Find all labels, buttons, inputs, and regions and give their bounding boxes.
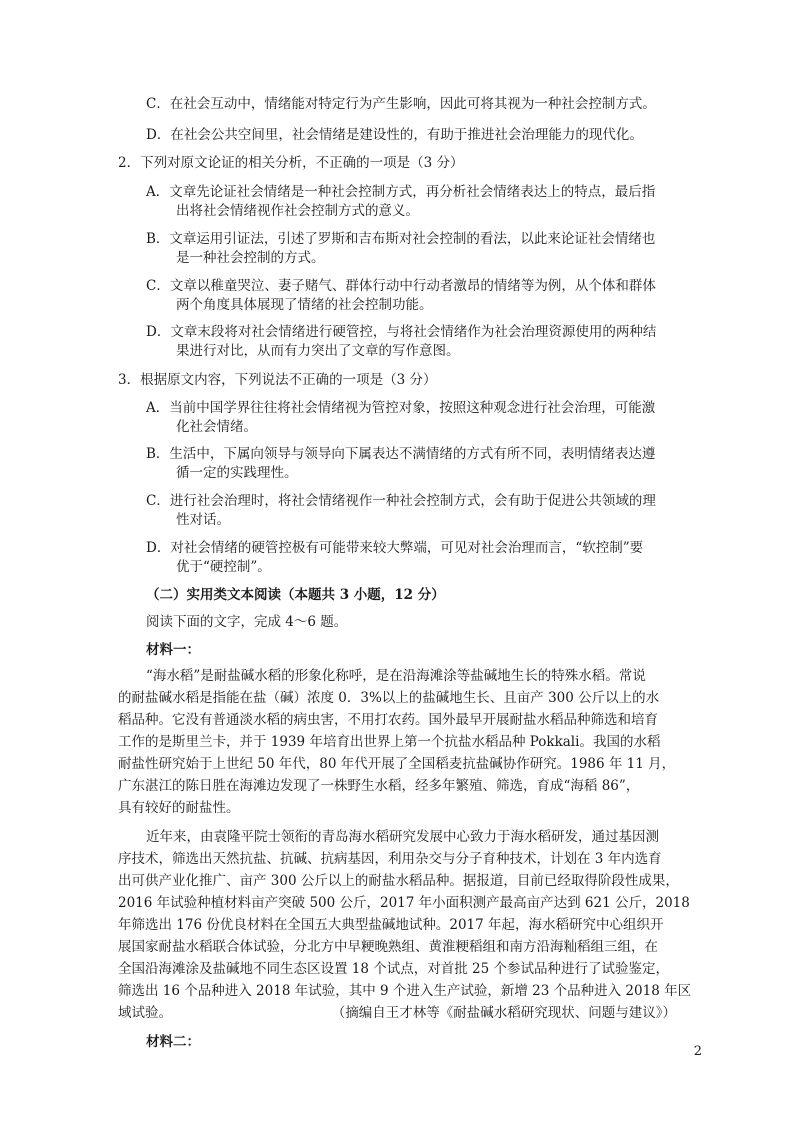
material1-p1-line: 的耐盐碱水稻是指能在盐（碱）浓度 0．3%以上的盐碱地生长、且亩产 300 公斤以上的水: [118, 690, 660, 706]
section-heading: （二）实用类文本阅读（本题共 3 小题，12 分）: [146, 587, 445, 603]
material1-p1-line: 工作的是斯里兰卡，并于 1939 年培育出世界上第一个抗盐水稻品种 Pokkali。我国的水稻: [118, 734, 661, 750]
material1-p2-line: 筛选出 16 个品种进入 2018 年试验，其中 9 个进入生产试验，新增 23 个品种进入 2018 年区: [118, 983, 692, 999]
material1-p2-line: 近年来，由袁隆平院士领衔的青岛海水稻研究发展中心致力于海水稻研发，通过基因测: [146, 829, 659, 845]
q2-option-b-line2: 是一种社会控制的方式。: [176, 250, 325, 266]
q2-stem: 2．下列对原文论证的相关分析，不正确的一项是（3 分）: [118, 155, 464, 171]
q3-option-c-line1: C．进行社会治理时，将社会情绪视作一种社会控制方式，会有助于促进公共领域的理: [146, 493, 656, 509]
q3-option-a-line1: A．当前中国学界往往将社会情绪视为管控对象，按照这种观念进行社会治理，可能激: [146, 400, 656, 416]
q2-option-b-line1: B．文章运用引证法，引述了罗斯和吉布斯对社会控制的看法，以此来论证社会情绪也: [146, 231, 656, 247]
material1-title: 材料一：: [146, 642, 200, 658]
material1-p2-line: 序技术，筛选出天然抗盐、抗碱、抗病基因，利用杂交与分子育种技术，计划在 3 年内选育: [118, 851, 662, 867]
material1-p2-line: 域试验。: [118, 1005, 172, 1021]
q3-option-c-line2: 性对话。: [176, 512, 230, 528]
q1-option-c: C．在社会互动中，情绪能对特定行为产生影响，因此可将其视为一种社会控制方式。: [146, 96, 656, 112]
material2-title: 材料二：: [146, 1034, 200, 1050]
q2-option-c-line2: 两个角度具体展现了情绪的社会控制功能。: [176, 297, 433, 313]
material1-p2-line: 出可供产业化推广、亩产 300 公斤以上的耐盐水稻品种。据报道，目前已经取得阶段性成果，: [118, 873, 679, 889]
q3-option-b-line1: B．生活中，下属向领导与领导向下属表达不满情绪的方式有所不同，表明情绪表达遵: [146, 446, 656, 462]
material1-p1-line: 具有较好的耐盐性。: [118, 800, 240, 816]
q1-option-d: D．在社会公共空间里，社会情绪是建设性的，有助于推进社会治理能力的现代化。: [146, 127, 643, 143]
page-number: 2: [693, 1044, 702, 1059]
q2-option-a-line1: A．文章先论证社会情绪是一种社会控制方式，再分析社会情绪表达上的特点，最后指: [146, 184, 656, 200]
material1-p2-line: 2016 年试验种植材料亩产突破 500 公斤，2017 年小面积测产最高亩产达到 621 公斤，2018: [118, 895, 690, 911]
q3-stem: 3．根据原文内容，下列说法不正确的一项是（3 分）: [118, 372, 437, 388]
material1-p2-line: 年筛选出 176 份优良材料在全国五大典型盐碱地试种。2017 年起，海水稻研究中心组织开: [118, 917, 664, 933]
material1-source: （摘编自王才林等《耐盐碱水稻研究现状、问题与建议》）: [331, 1005, 676, 1021]
q2-option-d-line1: D．文章末段将对社会情绪进行硬管控，与将社会情绪作为社会治理资源使用的两种结: [146, 324, 657, 340]
material1-p2-line: 展国家耐盐水稻联合体试验，分北方中早粳晚熟组、黄淮粳稻组和南方沿海籼稻组三组，在: [118, 939, 658, 955]
material1-p2-line: 全国沿海滩涂及盐碱地不同生态区设置 18 个试点，对首批 25 个参试品种进行了试验鉴定，: [118, 961, 670, 977]
q2-option-a-line2: 出将社会情绪视作社会控制方式的意义。: [176, 203, 419, 219]
q3-option-a-line2: 化社会情绪。: [176, 419, 257, 435]
q3-option-d-line2: 优于“硬控制”。: [176, 559, 271, 575]
material1-p1-line: 稻品种。它没有普通淡水稻的病虫害，不用打农药。国外最早开展耐盐水稻品种筛选和培育: [118, 712, 658, 728]
q2-option-d-line2: 果进行对比，从而有力突出了文章的写作意图。: [176, 343, 460, 359]
material1-p1-line: “海水稻”是耐盐碱水稻的形象化称呼，是在沿海滩涂等盐碱地生长的特殊水稻。常说: [146, 668, 646, 684]
q2-option-c-line1: C．文章以稚童哭泣、妻子赌气、群体行动中行动者激昂的情绪等为例，从个体和群体: [146, 278, 656, 294]
section-instruction: 阅读下面的文字，完成 4～6 题。: [146, 614, 348, 630]
q3-option-d-line1: D．对社会情绪的硬管控极有可能带来较大弊端，可见对社会治理而言，“软控制”要: [146, 540, 644, 556]
material1-p1-line: 广东湛江的陈日胜在海滩边发现了一株野生水稻，经多年繁殖、筛选，育成“海稻 86”，: [118, 778, 640, 794]
q3-option-b-line2: 循一定的实践理性。: [176, 465, 298, 481]
material1-p1-line: 耐盐性研究始于上世纪 50 年代，80 年代开展了全国稻麦抗盐碱协作研究。1986 年 11 月，: [118, 756, 676, 772]
